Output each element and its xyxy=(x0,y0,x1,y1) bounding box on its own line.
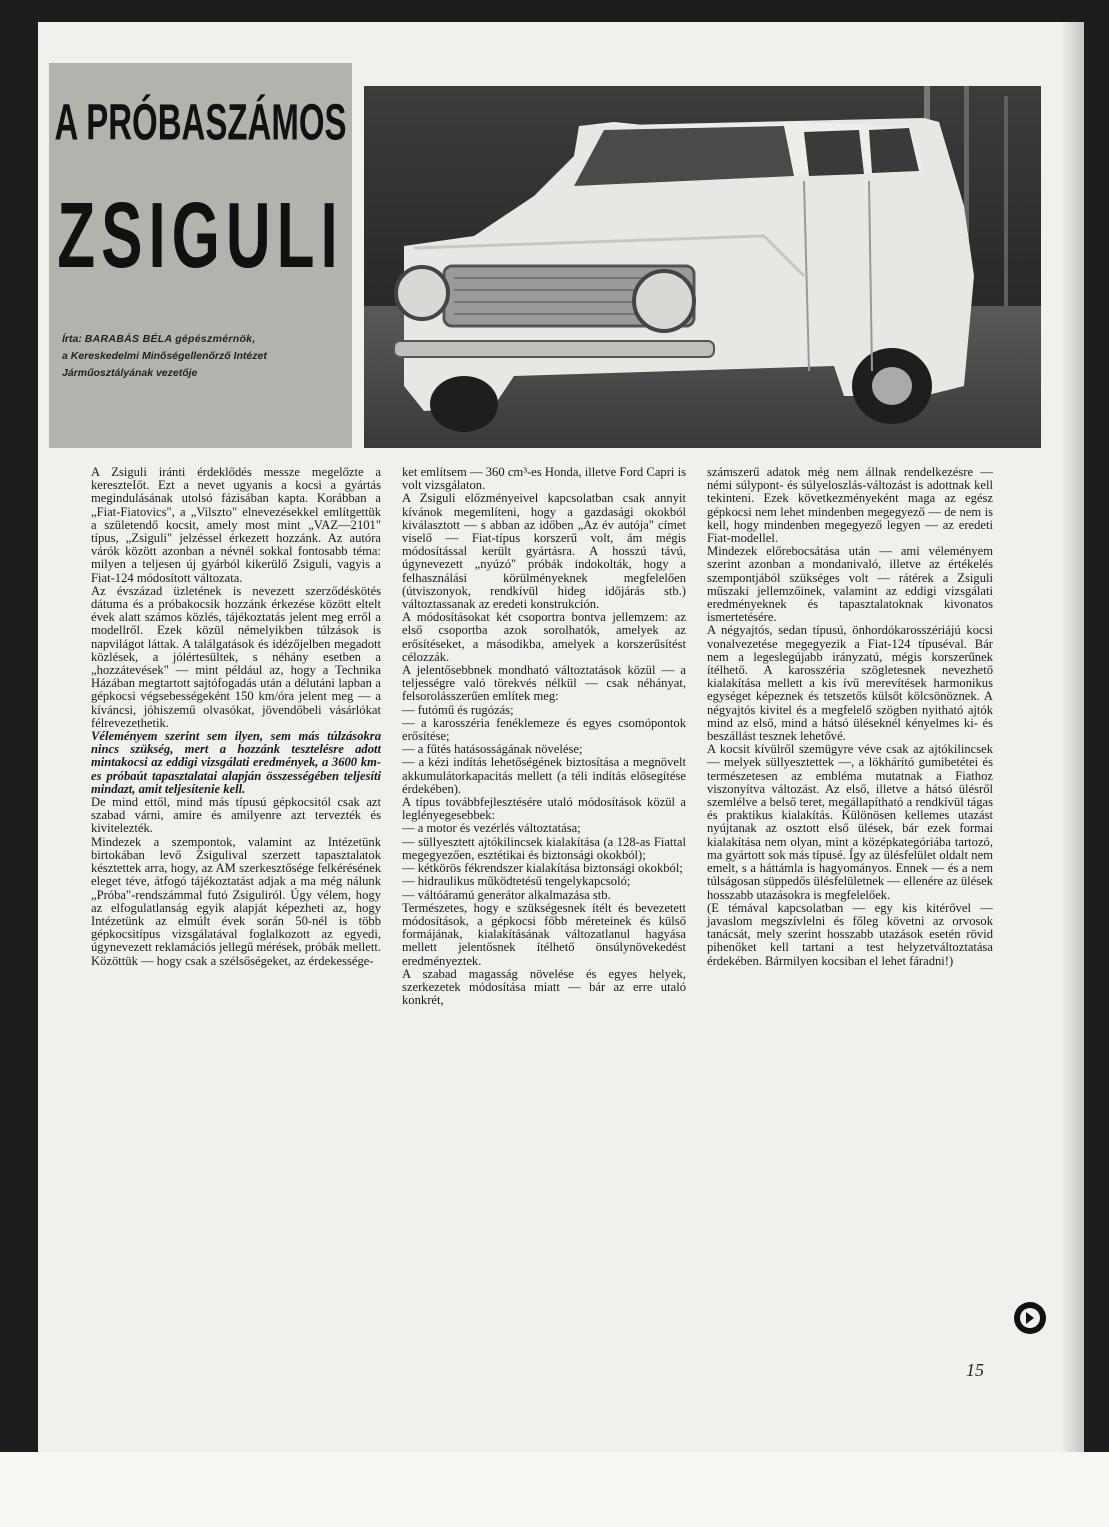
list-item: — váltóáramú generátor alkalmazása stb. xyxy=(402,887,611,902)
byline-affiliation: a Kereskedelmi Minőségellenőrző Intézet xyxy=(62,350,267,362)
paragraph: A kocsit kívülről szemügyre véve csak az ajtókilincsek — melyek süllyesztettek —, a lökhárító gumibetétei és természetesen az emblémа mutatnak a Fiathoz viszonyítva változást. Az első, illetve a hátsó ülésről szemlélve a belső teret, megállapítható a rendkívül tágas és praktikus kialakítás. Különösen kellemes utazást nyújtanak az osztott első ülések, bár ezek formai kialakítása nem olyan, mint a középkategóriába tartozó, ma gyártott sok más típusé. Így az ülésfelület oldalt nem emelt, s a háttámla is hagyományos. Ennek — és a nem túlságosan süppedős ülésfelületnek — ellenére az ülések hosszabb utazásokra is megfelelőek. xyxy=(707,742,993,902)
paragraph: A négyajtós, sedan típusú, önhordókarosszériájú kocsi vonalvezetése megegyezik a Fiat-124 típuséval. Bár nem a legeslegújabb irányzatú, mégis korszerűnek ítélhető. A karosszéria szögletesnek nevezhető kialakítása mellett a kis ívű merevítések harmonikus egységet képeznek és tetszetős külsőt kölcsönöznek. A négyajtós kivitel és a megfelelő szögben nyitható ajtók mind az első, mind a hátsó üléseknél kényelmes ki- és beszállást tesznek lehetővé. xyxy=(707,623,993,744)
list-item: — a karosszéria fenéklemeze és egyes csomópontok erősítése; xyxy=(402,715,686,744)
author-name: BARABÁS BÉLA gépészmérnök, xyxy=(84,333,256,345)
paragraph: Mindezek a szempontok, valamint az Intézetünk birtokában levő Zsigulival szerzett tapasztalatok késztettek arra, hogy, az AM szerkesztősége felkérésének eleget téve, átfogó tájékoztatást adjak a ma még nálunk „Próba"-rendszámmal futó Zsiguliról. Úgy vélem, hogy az elfogulatlanság egyik alapját képezheti az, hogy Intézetünk az elmúlt évek során 50-nél is több gépkocsitípus vizsgálatával foglalkozott az egyedi, úgynevezett reklamációs jellegű mérések, próbák mellett. Közöttük — hogy csak a szélsőségeket, az érdekessége- xyxy=(91,834,381,968)
paragraph: Az évszázad üzletének is nevezett szerződéskötés dátuma és a próbakocsik hozzánk érkezése között eltelt évek alatt számos közlés, tájékoztatás jelent meg erről a modellről. Ezek közül némelyikben túlzások is napvilágot láttak. A találgatások és idézőjelben megadott közlések, a jólértesültek, s néhány esetben a „hozzátevések" — mint például az, hogy a Technika Házában megtartott sajtófogadás után a délutáni lapban a gépkocsi végsebességeként 150 km/óra jelent meg — a kíváncsi, jóhiszemű olvasókat, jövendőbeli vásárlókat félrevezethetik. xyxy=(91,583,381,730)
byline-prefix: Írta: xyxy=(62,333,85,345)
paragraph: A Zsiguli előzményeivel kapcsolatban csak annyit kívánok megemlíteni, hogy a gazdasági okokból kiválasztott — s abban az időben „Az év autója" címet viselő — Fiat-típus korszerű volt, ám mégis módosítással került gyártásra. A hosszú távú, úgynevezett „nyúzó" próbák indokolták, hogy a felhasználási körülményeknek megfelelően (útviszonyok, rendkívül hideg időjárás stb.) változtassanak az eredeti konstrukción. xyxy=(402,491,686,612)
byline-position: Járműosztályának vezetője xyxy=(62,367,198,379)
page-number: 15 xyxy=(966,1360,984,1380)
list-item: — futómű és rugózás; xyxy=(402,702,514,717)
byline xyxy=(62,331,352,382)
headline-line-1: A PRÓBASZÁMOS xyxy=(54,93,347,151)
headline-line-2: ZSIGULI xyxy=(57,184,344,288)
paragraph: (E témával kapcsolatban — egy kis kitérővel — javaslom megszívlelni és főleg követni az orvosok tanácsát, mely szerint hosszabb utazások esetén rövid pihenőket kell tartani a test helyzetváltoztatása érdekében. Bármilyen kocsiban el lehet fáradni!) xyxy=(707,900,993,968)
continue-arrow-icon xyxy=(1013,1301,1047,1335)
paragraph: A módosításokat két csoportra bontva jellemzem: az első csoportba azok sorolhatók, amelyek az erősítéseket, a másodikba, amelyek a korszerűsítést célozzák. xyxy=(402,610,686,664)
article-column-2 xyxy=(402,466,686,1007)
car-photo xyxy=(364,86,1041,448)
paragraph: A szabad magasság növelése és egyes helyek, szerkezetek módosítása miatt — bár az erre utaló konkrét, xyxy=(402,966,686,1008)
list-item: — a motor és vezérlés változtatása; xyxy=(402,821,581,836)
list-item: — a fűtés hatásosságának növelése; xyxy=(402,742,583,757)
article-column-3 xyxy=(707,466,993,968)
paragraph: A jelentősebbnek mondható változtatások közül — a teljességre való törekvés nélkül — csak néhányat, felsorolásszerűen említek meg: xyxy=(402,663,686,704)
paragraph: számszerű adatok még nem állnak rendelkezésre — némi súlypont- és súlyeloszlás-változást is adottnak kell tekinteni. Ezek következményeként maga az egész gépkocsi nem lehet mindenben megegyező — de nem is kell, hogy mindenben megegyező legyen — az eredeti Fiat-modellel. xyxy=(707,465,993,546)
car-photo-image xyxy=(364,86,1041,448)
paragraph: Mindezek előrebocsátása után — ami véleményem szerint azonban a mondanivaló, illetve az értékelés szempontjából szükséges volt — rátérek a Zsiguli műszaki jellemzőinek, valamint az eddigi vizsgálati eredményeknek és tapasztalatoknak kivonatos ismertetésére. xyxy=(707,544,993,625)
list-item: — kétkörös fékrendszer kialakítása biztonsági okokból; xyxy=(402,861,683,876)
list-item: — süllyesztett ajtókilincsek kialakítása (a 128-as Fiattal megegyezően, esztétikai és biztonsági okokból); xyxy=(402,834,686,862)
list-item: — a kézi indítás lehetőségének biztosítása a megnövelt akkumulátorkapacitás mellett (a téli indítás elősegítése érdekében). xyxy=(402,755,686,796)
paragraph: De mind ettől, mind más típusú gépkocsitól csak azt szabad várni, amire és amilyenre azt tervezték és kivitelezték. xyxy=(91,795,381,836)
paragraph: Véleményem szerint sem ilyen, sem más túlzásokra nincs szükség, mert a hozzánk tesztelésre adott mintakocsi az eddigi vizsgálati eredmények, a 3600 km-es próbaút tapasztalatai alapján összességében teljesíti mindazt, amit teljesítenie kell. xyxy=(91,729,381,796)
list-item: — hidraulikus működtetésű tengelykapcsoló; xyxy=(402,874,631,889)
title-box xyxy=(49,63,352,448)
paragraph: ket említsem — 360 cm³-es Honda, illetve Ford Capri is volt vizsgálaton. xyxy=(402,465,686,493)
article-column-1 xyxy=(91,466,381,968)
paragraph: Természetes, hogy e szükségesnek ítélt és bevezetett módosítások, a gépkocsi főbb méreteinek és külső formájának, kialakításának változatlanul hagyása mellett jelentősnek ítélhető önsúlynövekedést eredményeztek. xyxy=(402,900,686,968)
paragraph: A Zsiguli iránti érdeklődés messze megelőzte a kereszteIőt. Ezt a nevet ugyanis a kocsi a gyártás megindulásának utolsó fázisában kapta. Korábban a „Fiat-Fiatovics", a „Vilszto" elnevezésekkel említgettük a születendő kocsit, amely most mint „VAZ—2101" típus, „Zsiguli" jelzéssel érkezett hozzánk. Az autóra várók között azonban a névnél sokkal fontosabb téma: milyen a teljesen új gyárból kikerülő Zsiguli, vagyis a Fiat-124 módosított változata. xyxy=(91,465,381,585)
paragraph: A típus továbbfejlesztésére utaló módosítások közül a leglényegesebbek: xyxy=(402,795,686,823)
